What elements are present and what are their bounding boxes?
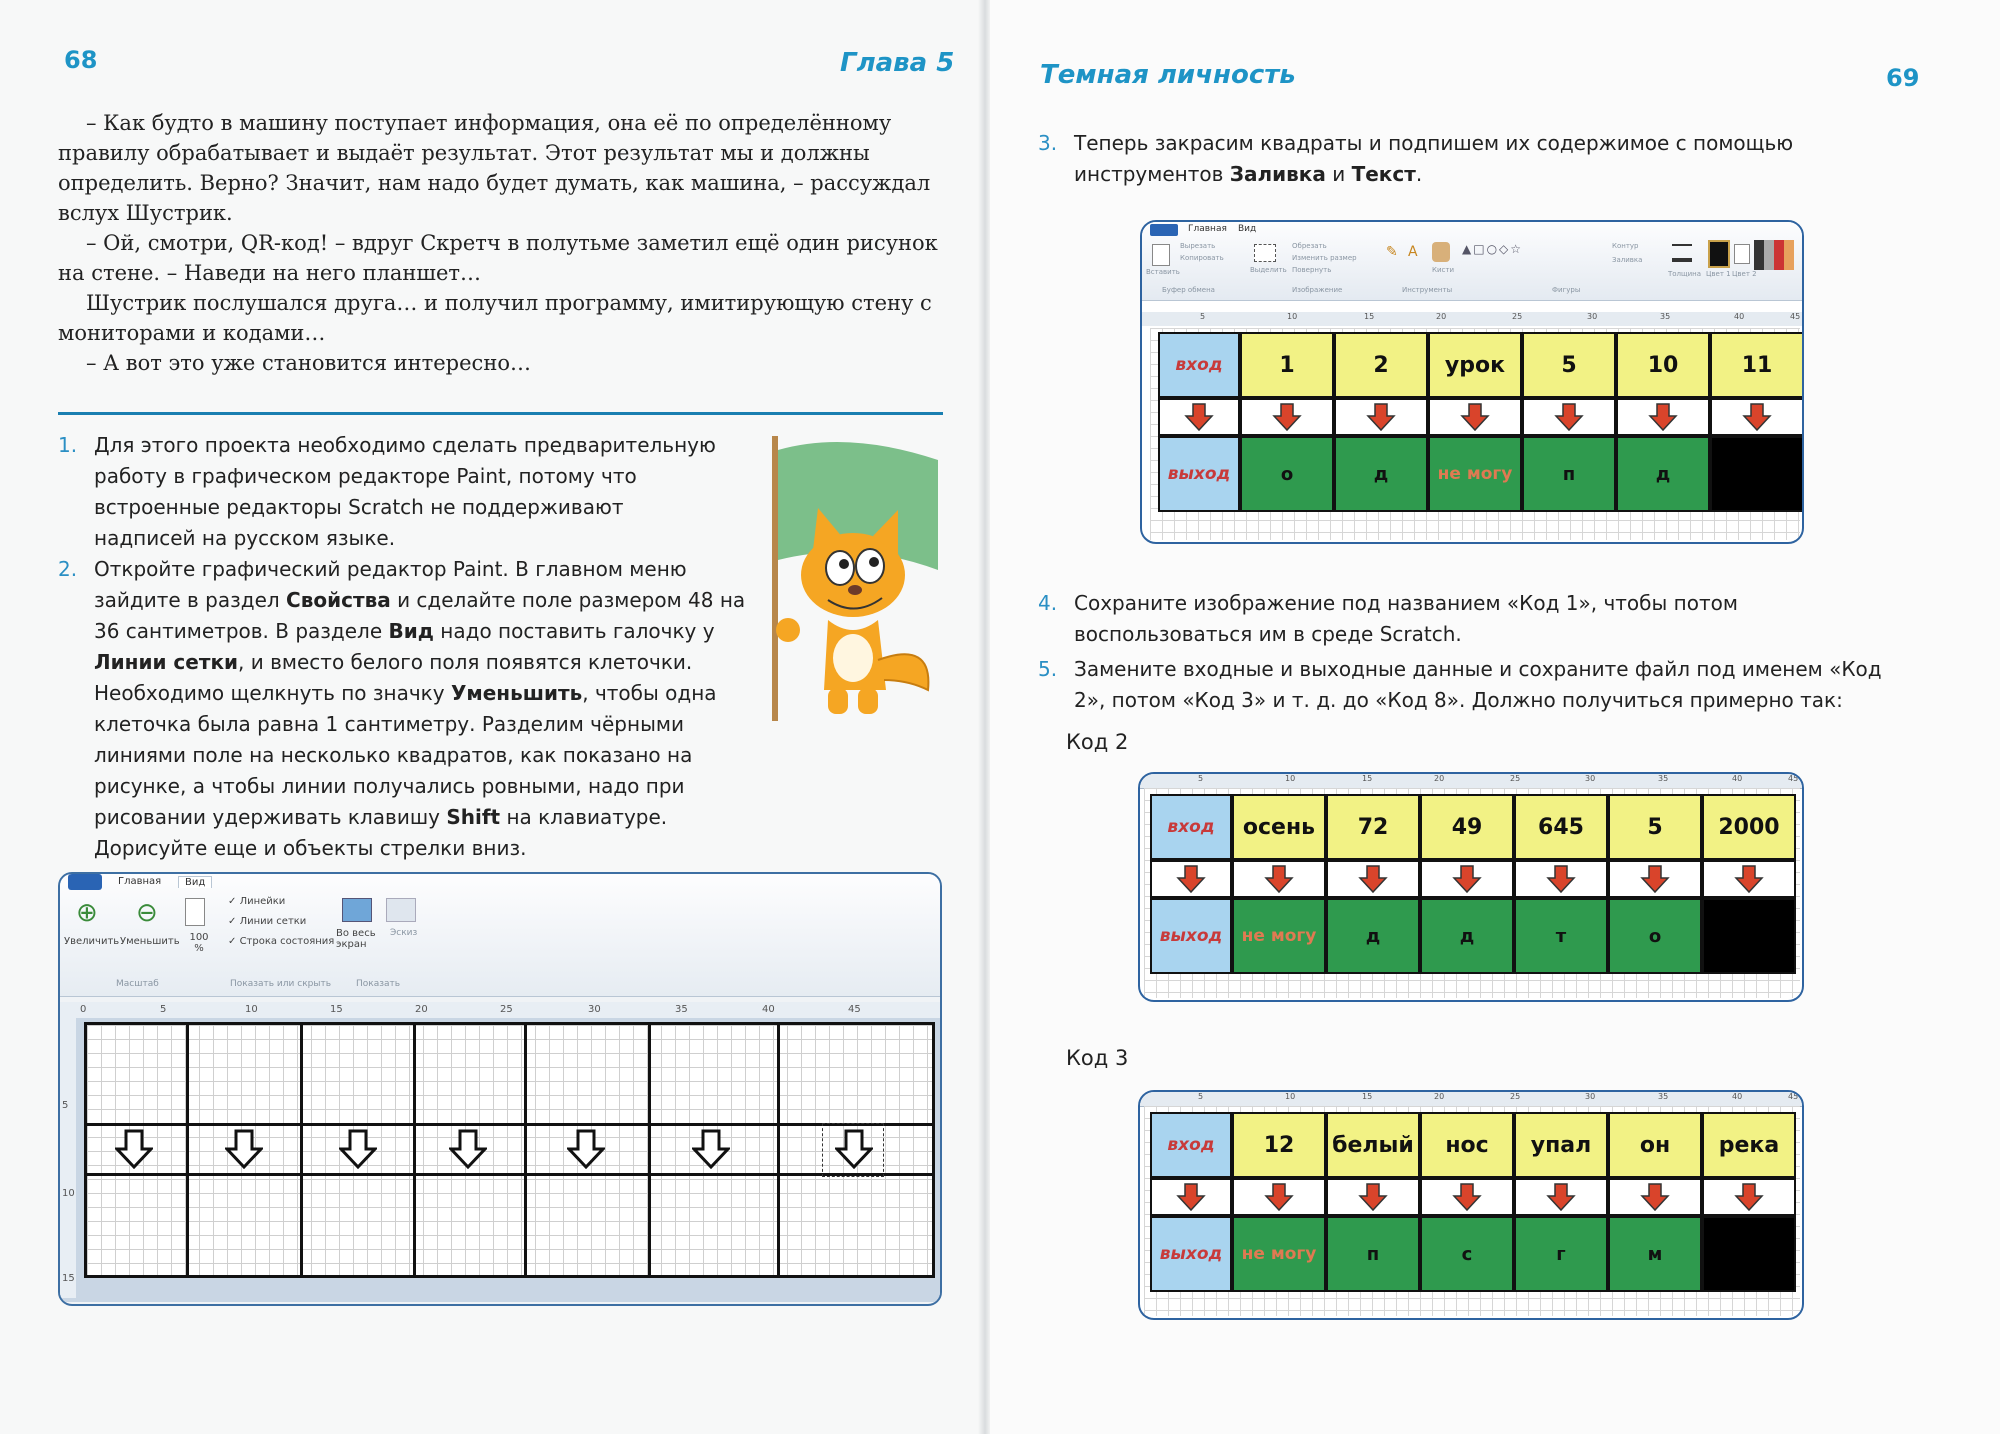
- output-row-label: выход: [1150, 1216, 1232, 1292]
- input-row-label: вход: [1150, 1112, 1232, 1178]
- output-cell: д: [1326, 898, 1420, 974]
- red-arrow-down-icon: [1554, 402, 1584, 432]
- input-cell: 5: [1608, 794, 1702, 860]
- group-display-label: Показать: [356, 979, 401, 989]
- rulers-checkbox[interactable]: ✓ Линейки: [228, 896, 286, 907]
- step-1: [58, 430, 728, 554]
- ruler-tick: 10: [62, 1188, 75, 1199]
- ruler-tick: 45: [1788, 774, 1799, 783]
- ruler-tick: 0: [80, 1004, 87, 1015]
- step-4-number: 4.: [1038, 591, 1058, 615]
- code3-ruler: [1140, 1092, 1802, 1107]
- red-arrow-down-icon: [1358, 1182, 1388, 1212]
- color1-swatch[interactable]: [1708, 240, 1730, 268]
- paste-label: Вставить: [1146, 268, 1180, 276]
- step-2-text: [94, 554, 764, 864]
- zoom-in-icon[interactable]: ⊕: [76, 898, 98, 928]
- thickness-label: Толщина: [1668, 270, 1702, 278]
- color1-label: Цвет 1: [1706, 270, 1731, 278]
- select-icon[interactable]: [1254, 244, 1276, 262]
- right-page: [990, 0, 2000, 1434]
- copy-label[interactable]: Копировать: [1180, 254, 1224, 262]
- step-2-number: 2.: [58, 557, 78, 581]
- ruler-tick: 15: [1362, 774, 1373, 783]
- red-arrow-down-icon: [1358, 864, 1388, 894]
- ruler-tick: 20: [1434, 1092, 1445, 1101]
- step-4: [1038, 588, 1918, 650]
- code1-paint-screenshot: [1140, 220, 1804, 544]
- red-arrow-down-icon: [1264, 864, 1294, 894]
- paste-icon[interactable]: [1152, 244, 1170, 266]
- output-cell: п: [1326, 1216, 1420, 1292]
- output-row-label: выход: [1150, 898, 1232, 974]
- ruler-tick: 5: [1198, 774, 1204, 783]
- input-cell: 5: [1522, 332, 1616, 398]
- thumbnail-icon: [386, 898, 416, 922]
- output-cell: п: [1522, 436, 1616, 512]
- red-arrow-down-icon: [1734, 1182, 1764, 1212]
- output-cell: г: [1514, 1216, 1608, 1292]
- input-cell: белый: [1326, 1112, 1420, 1178]
- input-cell: 12: [1232, 1112, 1326, 1178]
- input-cell: нос: [1420, 1112, 1514, 1178]
- output-cell: не могу: [1232, 1216, 1326, 1292]
- rulers-label: Линейки: [239, 896, 286, 907]
- grid-divider: [186, 1025, 189, 1275]
- paint-small-tab-home[interactable]: Главная: [1188, 224, 1227, 234]
- output-cell: д: [1616, 436, 1710, 512]
- step-2-bold-shift: Shift: [446, 805, 501, 829]
- ruler-tick: 5: [62, 1100, 69, 1111]
- red-arrow-down-icon: [1546, 864, 1576, 894]
- input-cell: 72: [1326, 794, 1420, 860]
- input-cell: 2000: [1702, 794, 1796, 860]
- outline-arrow-down-icon: [225, 1129, 263, 1169]
- code3-screenshot: [1138, 1090, 1804, 1320]
- resize-label[interactable]: Изменить размер: [1292, 254, 1357, 262]
- color-palette[interactable]: [1754, 240, 1794, 270]
- story-paragraph-4: – А вот это уже становится интересно…: [86, 351, 531, 375]
- crop-label[interactable]: Обрезать: [1292, 242, 1327, 250]
- ruler-tick: 20: [1434, 774, 1445, 783]
- ruler-tick: 5: [1198, 1092, 1204, 1101]
- red-arrow-down-icon: [1272, 402, 1302, 432]
- output-cell: о: [1240, 436, 1334, 512]
- step-2-part-e: , и вместо белого поля появятся клеточки. Необходимо щелкнуть по значку: [94, 650, 693, 705]
- color2-label: Цвет 2: [1732, 270, 1757, 278]
- zoom-100-icon[interactable]: [185, 898, 205, 926]
- group-image-label: Изображение: [1292, 286, 1343, 294]
- output-cell: о: [1608, 898, 1702, 974]
- ruler-tick: 35: [1658, 774, 1669, 783]
- ruler-tick: 30: [588, 1004, 601, 1015]
- step-5-text: Замените входные и выходные данные и сохраните файл под именем «Код 2», потом «Код 3» и т. д. до «Код 8». Должно получиться примерно так:: [1074, 657, 1882, 712]
- gridlines-label: Линии сетки: [239, 916, 307, 927]
- text-tool-icon[interactable]: A: [1408, 244, 1418, 260]
- paint-ribbon: [60, 874, 940, 997]
- left-page: [0, 0, 980, 1434]
- ruler-tick: 40: [1734, 312, 1745, 321]
- thumbnail-label: Эскиз: [390, 928, 418, 938]
- thickness-icon[interactable]: [1672, 244, 1692, 262]
- input-cell: упал: [1514, 1112, 1608, 1178]
- red-arrow-down-icon: [1742, 402, 1772, 432]
- ruler-tick: 35: [675, 1004, 688, 1015]
- rotate-label[interactable]: Повернуть: [1292, 266, 1332, 274]
- shapes-gallery-icon[interactable]: ▲□○◇☆: [1462, 242, 1524, 256]
- input-cell: 10: [1616, 332, 1710, 398]
- scratch-cat-illustration: [758, 430, 948, 730]
- step-2-part-a: Откройте графический редактор Paint. В главном меню зайдите в раздел: [94, 557, 687, 612]
- zoom-100-label: 100 %: [189, 932, 209, 954]
- story-text: [58, 108, 944, 378]
- fullscreen-label: Во весь экран: [336, 928, 376, 950]
- outline-arrow-down-icon: [115, 1129, 153, 1169]
- section-divider: [58, 412, 943, 415]
- red-arrow-down-icon: [1264, 1182, 1294, 1212]
- story-paragraph-2: – Ой, смотри, QR-код! – вдруг Скретч в полутьме заметил ещё один рисунок на стене. – Наведи на него планшет…: [58, 231, 938, 285]
- input-cell: река: [1702, 1112, 1796, 1178]
- grid-divider: [777, 1025, 780, 1275]
- paint-app-menu-button[interactable]: [68, 874, 102, 890]
- input-cell: осень: [1232, 794, 1326, 860]
- output-cell-empty: [1710, 436, 1804, 512]
- step-4-text: Сохраните изображение под названием «Код 1», чтобы потом воспользоваться им в среде Scratch.: [1074, 591, 1738, 646]
- grid-divider: [87, 1123, 932, 1126]
- paint-canvas-area: [60, 1002, 940, 1302]
- ruler-tick: 5: [1200, 312, 1206, 321]
- red-arrow-down-icon: [1176, 1182, 1206, 1212]
- gridlines-checkbox[interactable]: ✓ Линии сетки: [228, 916, 307, 927]
- input-cell: 1: [1240, 332, 1334, 398]
- paint-small-tab-view[interactable]: Вид: [1238, 224, 1257, 234]
- story-paragraph-3: Шустрик послушался друга… и получил программу, имитирующую стену с мониторами и кодами…: [58, 291, 932, 345]
- step-3-part-a: Теперь закрасим квадраты и подпишем их содержимое с помощью инструментов: [1074, 131, 1794, 186]
- step-3-bold-text: Текст: [1351, 162, 1416, 186]
- step-3-number: 3.: [1038, 131, 1058, 155]
- fill-label[interactable]: Заливка: [1612, 256, 1643, 264]
- step-2-bold-properties: Свойства: [286, 588, 391, 612]
- ruler-tick: 30: [1587, 312, 1598, 321]
- ruler-tick: 25: [1512, 312, 1523, 321]
- brushes-label: Кисти: [1432, 266, 1454, 274]
- group-tools-label: Инструменты: [1402, 286, 1453, 294]
- step-5-number: 5.: [1038, 657, 1058, 681]
- red-arrow-down-icon: [1648, 402, 1678, 432]
- ruler-tick: 10: [245, 1004, 258, 1015]
- outline-arrow-down-icon: [692, 1129, 730, 1169]
- cut-label[interactable]: Вырезать: [1180, 242, 1216, 250]
- outline-arrow-down-icon: [449, 1129, 487, 1169]
- output-cell: м: [1608, 1216, 1702, 1292]
- step-2-bold-gridlines: Линии сетки: [94, 650, 239, 674]
- code2-label: Код 2: [1066, 730, 1129, 754]
- red-arrow-down-icon: [1734, 864, 1764, 894]
- output-row-label: выход: [1158, 436, 1240, 512]
- grid-divider: [87, 1173, 932, 1176]
- red-arrow-down-icon: [1460, 402, 1490, 432]
- zoom-out-icon[interactable]: ⊖: [136, 898, 158, 928]
- ruler-tick: 30: [1585, 774, 1596, 783]
- grid-divider: [524, 1025, 527, 1275]
- group-zoom-label: Масштаб: [116, 979, 159, 989]
- ruler-tick: 45: [848, 1004, 861, 1015]
- step-3-text: [1074, 128, 1918, 190]
- code2-screenshot: [1138, 772, 1804, 1002]
- output-cell: не могу: [1428, 436, 1522, 512]
- grid-divider: [648, 1025, 651, 1275]
- color2-swatch[interactable]: [1734, 244, 1750, 264]
- step-2-part-d: надо поставить галочку у: [433, 619, 715, 643]
- outline-arrow-down-icon: [339, 1129, 377, 1169]
- paint-tab-home[interactable]: Главная: [118, 876, 162, 887]
- ruler-tick: 45: [1790, 312, 1801, 321]
- input-cell: он: [1608, 1112, 1702, 1178]
- step-2-part-c: и сделайте поле размером 48 на 36 сантиметров. В разделе: [94, 588, 746, 643]
- input-cell: урок: [1428, 332, 1522, 398]
- ruler-tick: 40: [762, 1004, 775, 1015]
- paint-small-menu-button[interactable]: [1150, 224, 1178, 236]
- step-3-part-c: и: [1325, 162, 1352, 186]
- ruler-tick: 35: [1660, 312, 1671, 321]
- ruler-tick: 30: [1585, 1092, 1596, 1101]
- zoom-in-label: Увеличить: [64, 936, 120, 947]
- ruler-tick: 15: [62, 1273, 75, 1284]
- red-arrow-down-icon: [1184, 402, 1214, 432]
- ruler-tick: 25: [500, 1004, 513, 1015]
- red-arrow-down-icon: [1546, 1182, 1576, 1212]
- ruler-tick: 20: [1436, 312, 1447, 321]
- statusbar-checkbox[interactable]: ✓ Строка состояния: [228, 936, 335, 947]
- input-row-label: вход: [1158, 332, 1240, 398]
- ruler-tick: 20: [415, 1004, 428, 1015]
- input-cell: 11: [1710, 332, 1804, 398]
- input-cell: 49: [1420, 794, 1514, 860]
- red-arrow-down-icon: [1640, 1182, 1670, 1212]
- grid-divider: [413, 1025, 416, 1275]
- chapter-title-left: Глава 5: [840, 48, 955, 78]
- red-arrow-down-icon: [1176, 864, 1206, 894]
- step-3-part-d: .: [1415, 162, 1423, 186]
- ruler-tick: 35: [1658, 1092, 1669, 1101]
- output-cell: т: [1514, 898, 1608, 974]
- paint-view-screenshot: [58, 872, 942, 1306]
- ruler-tick: 15: [330, 1004, 343, 1015]
- paint-small-ribbon: [1142, 222, 1802, 301]
- input-cell: 2: [1334, 332, 1428, 398]
- fullscreen-icon[interactable]: [342, 898, 372, 922]
- paint-drawing-grid[interactable]: [84, 1022, 935, 1278]
- ruler-tick: 25: [1510, 774, 1521, 783]
- input-cell: 645: [1514, 794, 1608, 860]
- output-cell-empty: [1702, 898, 1796, 974]
- grid-divider: [300, 1025, 303, 1275]
- ruler-tick: 15: [1364, 312, 1375, 321]
- output-cell: д: [1420, 898, 1514, 974]
- group-show-label: Показать или скрыть: [230, 979, 331, 989]
- statusbar-label: Строка состояния: [239, 936, 335, 947]
- step-3: [1038, 128, 1918, 190]
- paint-tab-view[interactable]: Вид: [178, 876, 212, 888]
- output-cell: д: [1334, 436, 1428, 512]
- step-2-bold-zoomout: Уменьшить: [450, 681, 583, 705]
- input-row-label: вход: [1150, 794, 1232, 860]
- ruler-tick: 40: [1732, 1092, 1743, 1101]
- story-paragraph-1: – Как будто в машину поступает информация, она её по определённому правилу обрабатывает и выдаёт результат. Этот результат мы и должны определить. Верно? Значит, нам надо будет думать, как машина, – рассуждал вслух Шустрик.: [58, 111, 931, 225]
- code2-ruler: [1140, 774, 1802, 789]
- red-arrow-down-icon: [1452, 1182, 1482, 1212]
- chapter-title-right: Темная личность: [1040, 60, 1296, 90]
- outline-label[interactable]: Контур: [1612, 242, 1639, 250]
- select-label: Выделить: [1250, 266, 1287, 274]
- output-cell: с: [1420, 1216, 1514, 1292]
- ruler-tick: 10: [1287, 312, 1298, 321]
- ruler-tick: 15: [1362, 1092, 1373, 1101]
- ruler-tick: 10: [1285, 774, 1296, 783]
- ruler-tick: 10: [1285, 1092, 1296, 1101]
- red-arrow-down-icon: [1640, 864, 1670, 894]
- horizontal-ruler: [60, 1002, 940, 1018]
- ruler-tick: 40: [1732, 774, 1743, 783]
- step-2-part-f: , чтобы одна клеточка была равна 1 сантиметру. Разделим чёрными линиями поле на несколько квадратов, как показано на рисунке, а чтобы линии получались ровными, надо при рисовании удерживать клавишу: [94, 681, 717, 829]
- group-clipboard-label: Буфер обмена: [1162, 286, 1215, 294]
- step-2-bold-view: Вид: [388, 619, 434, 643]
- brushes-icon[interactable]: [1432, 242, 1450, 262]
- group-shapes-label: Фигуры: [1552, 286, 1581, 294]
- step-1-text: Для этого проекта необходимо сделать предварительную работу в графическом редакторе Paint, потому что встроенные редакторы Scratch не поддерживают надписей на русском языке.: [94, 433, 716, 550]
- step-1-number: 1.: [58, 433, 78, 457]
- step-3-bold-fill: Заливка: [1229, 162, 1326, 186]
- ruler-tick: 5: [160, 1004, 167, 1015]
- step-2-part-g: на клавиатуре. Дорисуйте еще и объекты стрелки вниз.: [94, 805, 668, 860]
- code3-label: Код 3: [1066, 1046, 1129, 1070]
- step-5: [1038, 654, 1918, 716]
- pencil-icon[interactable]: ✎: [1386, 244, 1398, 260]
- page-number-left: 68: [64, 46, 98, 74]
- zoom-out-label: Уменьшить: [120, 936, 180, 947]
- page-number-right: 69: [1886, 64, 1920, 92]
- ruler-tick: 45: [1788, 1092, 1799, 1101]
- output-cell-empty: [1702, 1216, 1796, 1292]
- red-arrow-down-icon: [1452, 864, 1482, 894]
- code1-ruler: [1142, 312, 1802, 326]
- output-cell: не могу: [1232, 898, 1326, 974]
- ruler-tick: 25: [1510, 1092, 1521, 1101]
- red-arrow-down-icon: [1366, 402, 1396, 432]
- outline-arrow-down-icon: [567, 1129, 605, 1169]
- outline-arrow-down-icon: [835, 1129, 873, 1169]
- vertical-ruler: [60, 1018, 76, 1298]
